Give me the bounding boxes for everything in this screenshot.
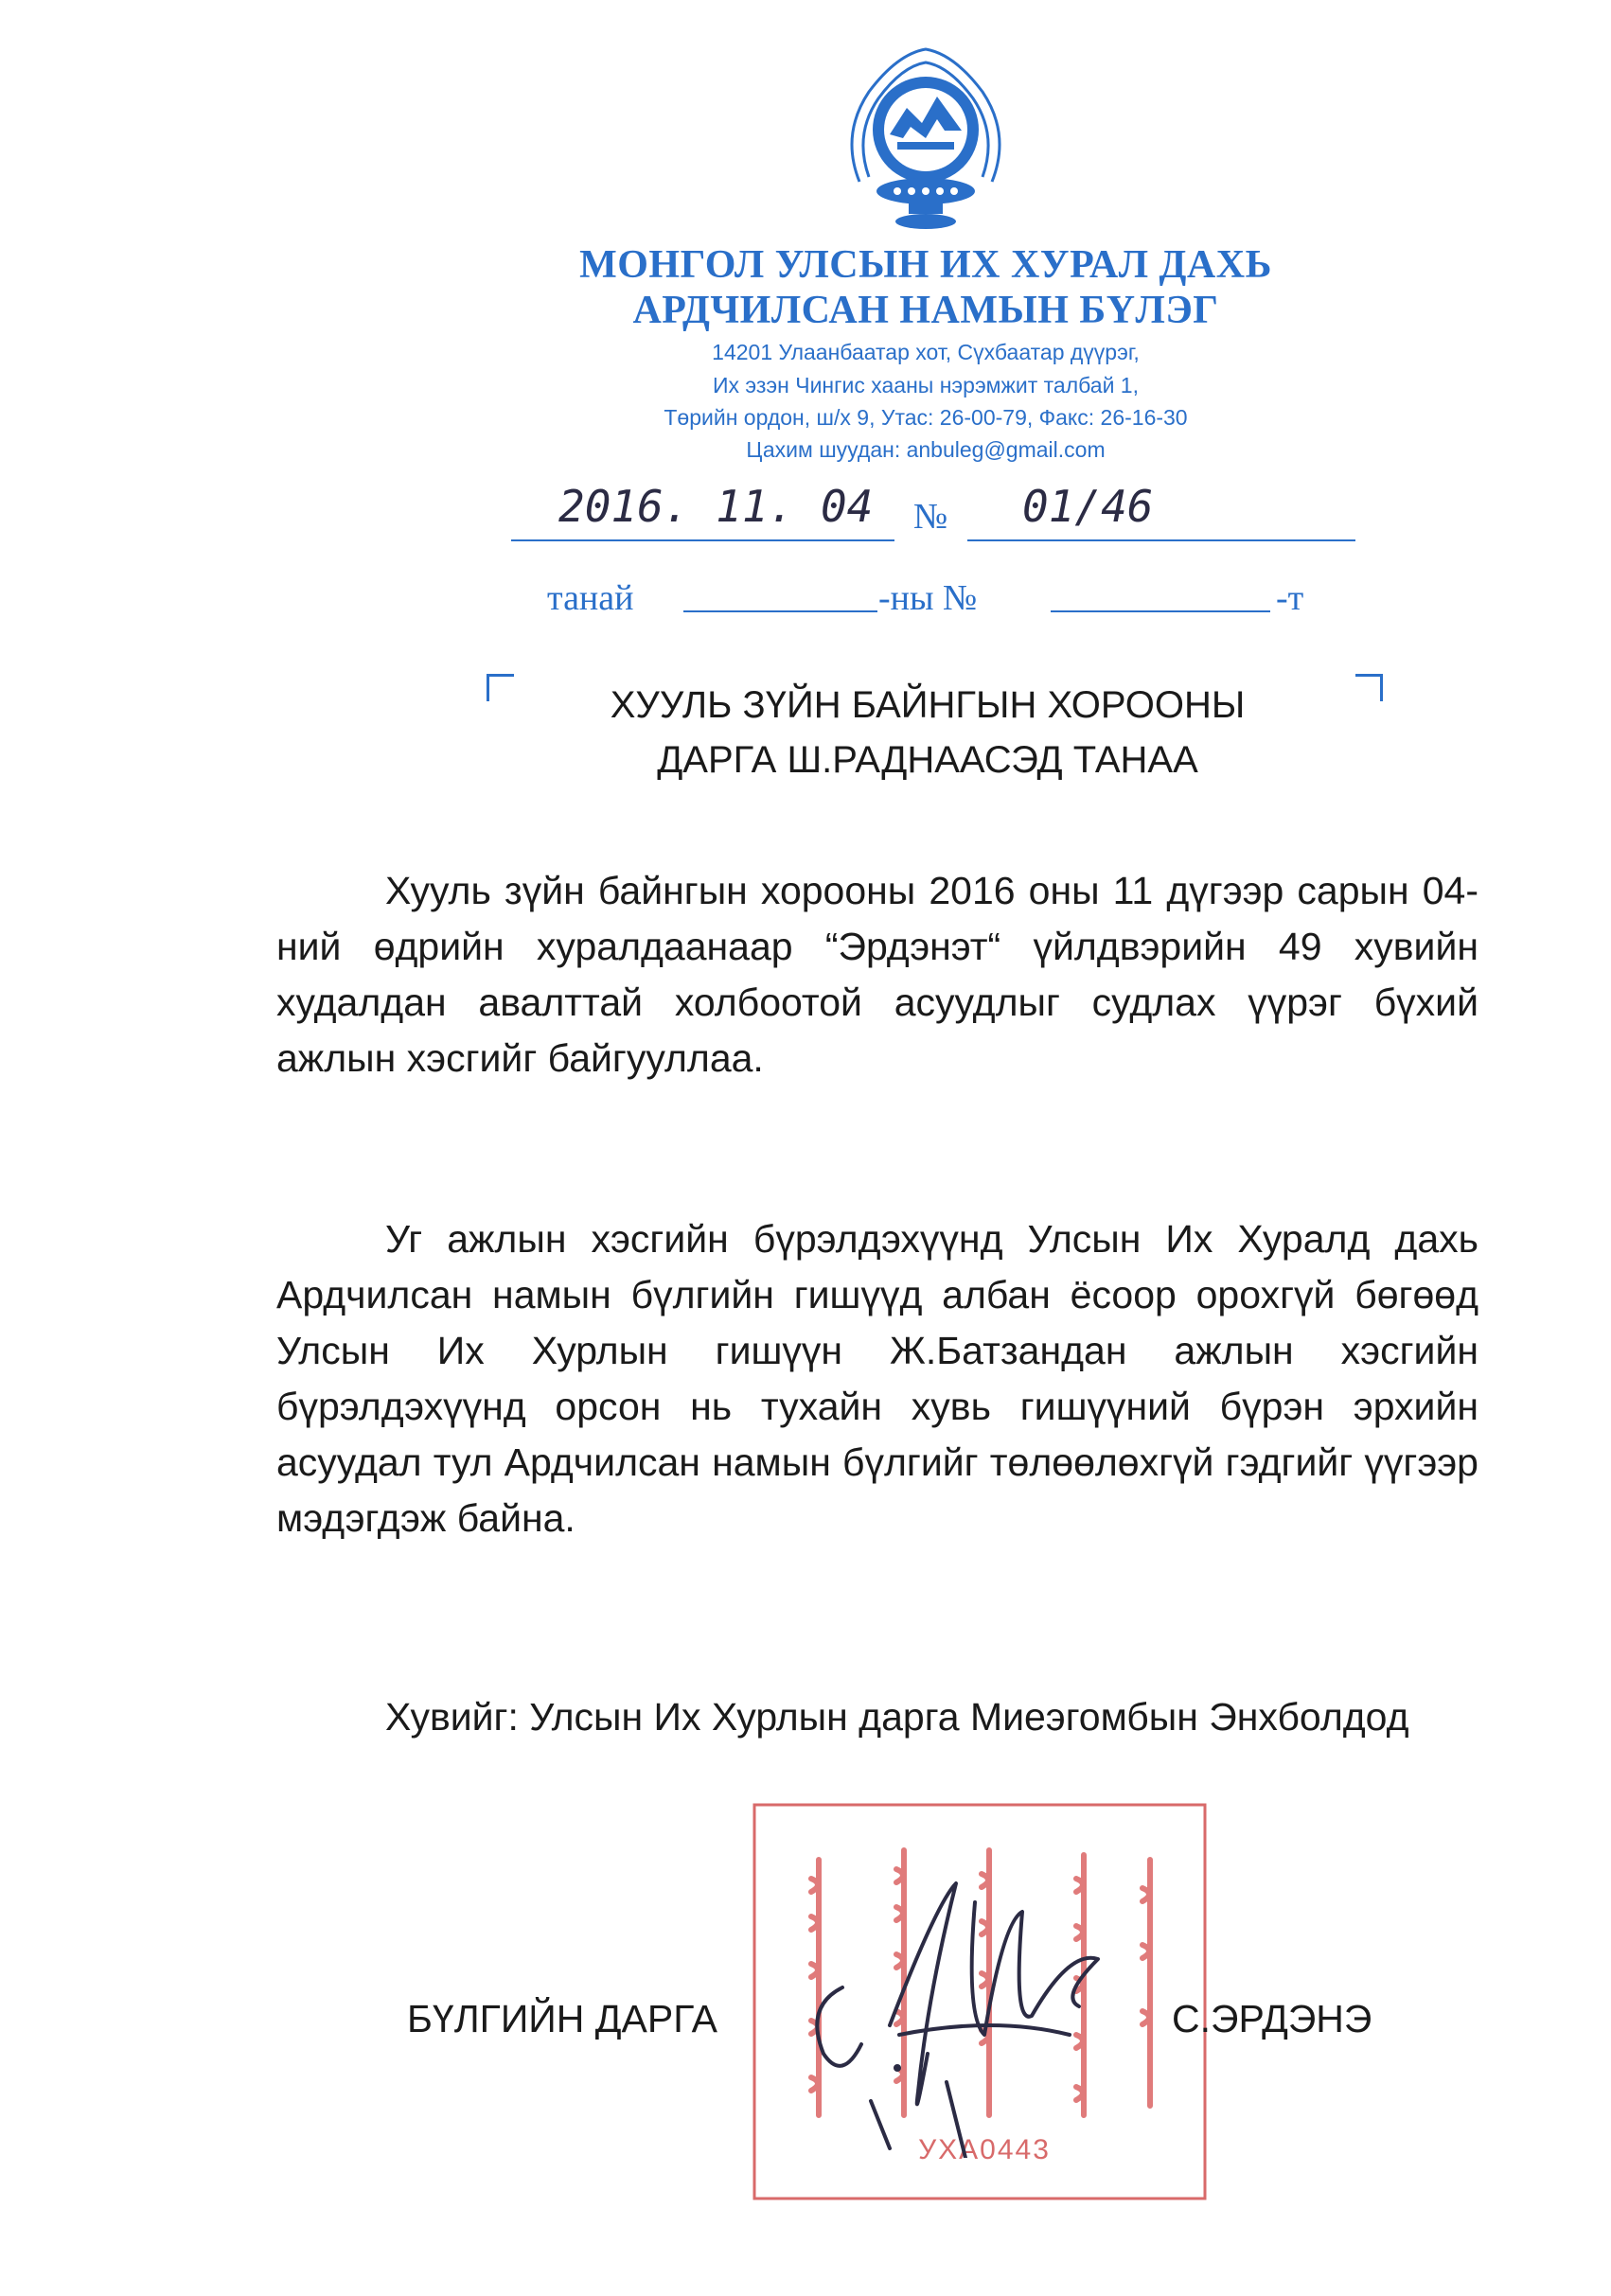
- stamp-code: УХА0443: [918, 2134, 1051, 2165]
- letter-number: 01/46: [1022, 481, 1154, 532]
- address-line2: Их эзэн Чингис хааны нэрэмжит талбай 1,: [712, 373, 1139, 397]
- address-line3: Төрийн ордон, ш/х 9, Утас: 26-00-79, Факс: 26-16-30: [664, 405, 1188, 430]
- your-number-rule: [1051, 610, 1270, 612]
- signatory-name: С.ЭРДЭНЭ: [1172, 1997, 1372, 2040]
- addressee-line1: ХУУЛЬ ЗҮЙН БАЙНГЫН ХОРООНЫ: [610, 684, 1246, 726]
- address-line4: Цахим шуудан: anbuleg@gmail.com: [746, 437, 1106, 462]
- number-label: №: [913, 497, 948, 537]
- t-suffix: -т: [1276, 578, 1304, 618]
- handwritten-signature-icon: [786, 1846, 1145, 2158]
- your-date-rule: [683, 610, 877, 612]
- body-paragraph-1: Хууль зүйн байнгын хорооны 2016 оны 11 дүгээр сарын 04-ний өдрийн хуралдаанаар “Эрдэнэт“ үйлдвэрийн 49 хувийн худалдан авалттай холбоотой асуудлыг судлах үүрэг бүхий ажлын хэсгийг байгууллаа.: [276, 869, 1478, 1080]
- letter-date: 2016. 11. 04: [558, 481, 874, 532]
- signatory-title: БҮЛГИЙН ДАРГА: [407, 1997, 718, 2040]
- copy-to-line: Хувийг: Улсын Их Хурлын дарга Миеэгомбын Энхболдод: [385, 1695, 1409, 1739]
- addressee-corner-left: [487, 674, 514, 701]
- org-name-line2: АРДЧИЛСАН НАМЫН БҮЛЭГ: [632, 289, 1219, 332]
- your-number-label: -ны №: [878, 578, 978, 618]
- org-name-line1: МОНГОЛ УЛСЫН ИХ ХУРАЛ ДАХЬ: [579, 243, 1272, 287]
- date-rule: [511, 539, 894, 541]
- addressee-corner-right: [1355, 674, 1383, 701]
- number-rule: [967, 539, 1355, 541]
- addressee-line2: ДАРГА Ш.РАДНААСЭД ТАНАА: [657, 739, 1198, 781]
- state-emblem-icon: [831, 40, 1020, 234]
- body-paragraph-2: Уг ажлын хэсгийн бүрэлдэхүүнд Улсын Их Хуралд дахь Ардчилсан намын бүлгийн гишүүд албан ёсоор орохгүй бөгөөд Улсын Их Хурлын гишүүн Ж.Батзандан ажлын хэсгийн бүрэлдэхүүнд орсон нь тухайн хувь гишүүний бүрэн эрхийн асуудал тул Ардчилсан намын бүлгийг төлөөлөхгүй гэдгийг үүгээр мэдэгдэж байна.: [276, 1217, 1478, 1540]
- your-label: танай: [547, 578, 634, 618]
- address-line1: 14201 Улаанбаатар хот, Сүхбаатар дүүрэг,: [712, 340, 1140, 364]
